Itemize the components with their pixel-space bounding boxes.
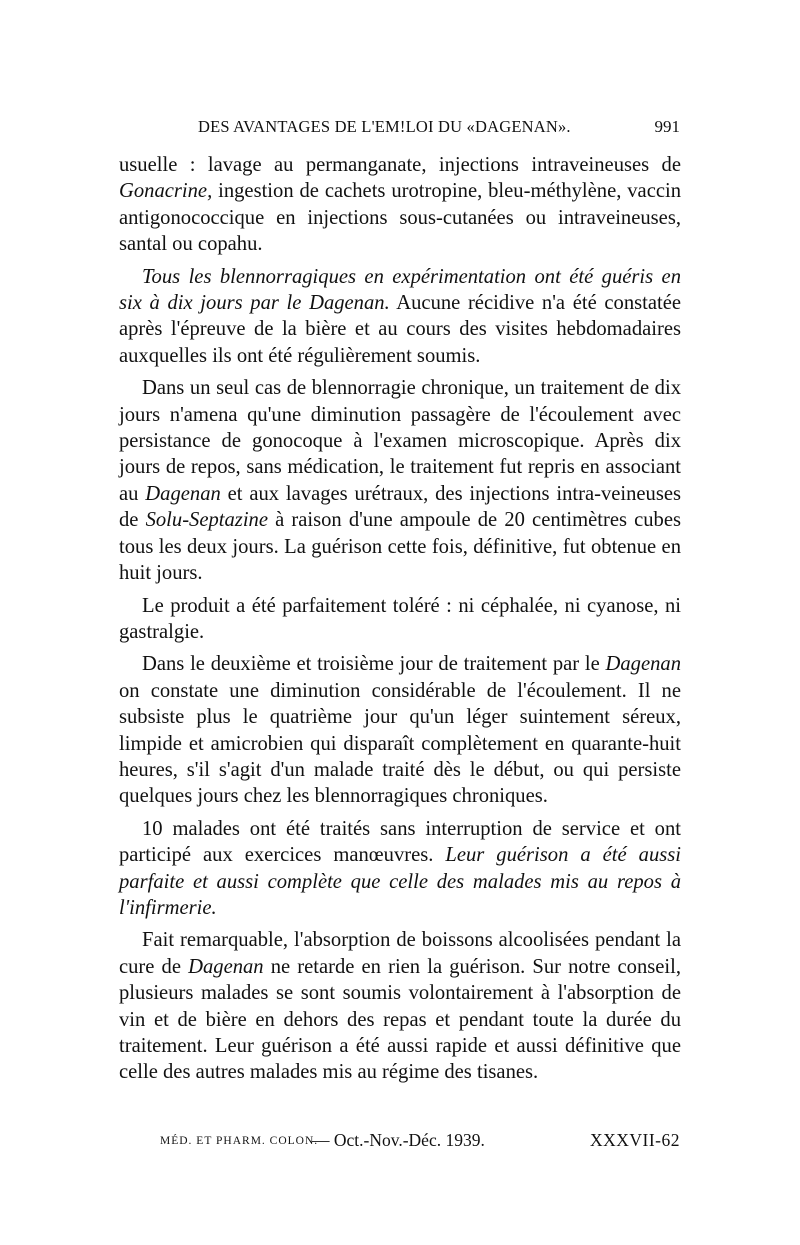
paragraph	[119, 375, 681, 586]
text-run: et aux lavages urétraux, des injections intra-veineuses de	[119, 482, 682, 532]
text-run: usuelle : lavage au permanganate, injections intraveineuses de	[119, 154, 681, 176]
paragraph	[119, 264, 681, 370]
text-run: on constate une diminution considérable de l'écoulement. Il ne subsiste plus le quatrième jour qu'un léger suintement séreux, limpide et amicrobien qui disparaît complètement en quarante-huit heures, s'il s'agit d'un malade traité dès le début, ou qui persiste quelques jours chez les blennorragiques chroniques.	[119, 679, 681, 808]
running-title: DES AVANTAGES DE L'EM!LOI DU «DAGENAN».	[198, 117, 571, 136]
text-run: à raison d'une ampoule de 20 centimètres cubes tous les deux jours. La guérison cette fois, définitive, fut obtenue en huit jours.	[119, 509, 681, 585]
italic-run: Dagenan	[605, 653, 681, 676]
italic-run: Solu-Septazine	[145, 509, 268, 532]
italic-run: Dagenan	[145, 482, 221, 505]
paragraph	[119, 651, 681, 809]
italic-run: Gonacrine,	[119, 180, 213, 203]
paragraph	[119, 593, 681, 646]
text-run: 10 malades ont été traités sans interruption de service et ont participé aux exercices manœuvres.	[119, 817, 681, 867]
page-number: 991	[654, 117, 680, 136]
text-run: Aucune récidive n'a été constatée après l'épreuve de la bière et au cours des visites hebdomadaires auxquelles ils ont été régulièrement soumis.	[119, 292, 681, 367]
text-run: Dans un seul cas de blennorragie chronique, un traitement de dix jours n'amena qu'une diminution passagère de l'écoulement avec persistance de gonocoque à l'examen microscopique. Après dix jours de repos, sans médication, le traitement fut repris en associant au	[119, 377, 681, 505]
signature-mark: XXXVII-62	[589, 1130, 680, 1150]
issue-date: — Oct.-Nov.-Déc. 1939.	[312, 1130, 485, 1150]
journal-name: MÉD. ET PHARM. COLON.	[160, 1135, 319, 1147]
text-run: ingestion de cachets urotropine, bleu-méthylène, vaccin antigonococcique en injections sous-cutanées ou intraveineuses, santal ou copahu.	[119, 180, 681, 256]
text-run: Dans le deuxième et troisième jour de traitement par le	[142, 653, 606, 676]
page-footer	[160, 1129, 680, 1153]
article-body	[119, 152, 681, 1086]
paragraph	[119, 152, 681, 258]
paragraph	[119, 816, 681, 922]
italic-run: Leur guérison a été aussi parfaite et aussi complète que celle des malades mis au repos à l'infirmerie.	[119, 844, 681, 919]
paragraph	[119, 927, 681, 1085]
italic-run: Tous les blennorragiques en expérimentation ont été guéris en six à dix jours par le Dagenan.	[119, 265, 681, 315]
italic-run: Dagenan	[188, 955, 264, 978]
text-run: ne retarde en rien la guérison. Sur notre conseil, plusieurs malades se sont soumis volontairement à l'absorption de vin et de bière en dehors des repas et pendant toute la durée du traitement. Leur guérison a été aussi rapide et aussi définitive que celle des autres malades mis au régime des tisanes.	[119, 955, 682, 1084]
text-run: Le produit a été parfaitement toléré : ni céphalée, ni cyanose, ni gastralgie.	[119, 594, 681, 643]
running-header	[118, 117, 680, 145]
text-run: Fait remarquable, l'absorption de boissons alcoolisées pendant la cure de	[119, 929, 681, 978]
